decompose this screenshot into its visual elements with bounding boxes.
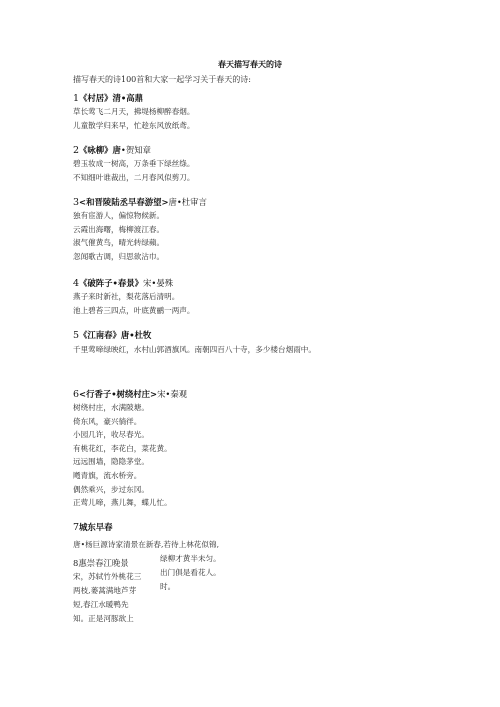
poem-line: 千里莺啼绿映红，水村山郭酒旗风。南朝四百八十寺，多少楼台烟雨中。 [73, 345, 316, 354]
poem-title: 2《咏柳》唐•贺知章 [73, 145, 151, 156]
poem-line: 绿柳才黄半未匀。 [160, 554, 221, 563]
poem-title: 5《江南春》唐•杜牧 [73, 330, 152, 341]
poem-title: 8惠崇春江晚景 [73, 558, 129, 568]
document-title: 春天描写春天的诗 [218, 59, 282, 69]
poem-line: 独有宦游人，偏惊物候新。 [73, 211, 165, 220]
poem-line: 出门俱是看花人。 [160, 568, 221, 577]
poem-7-column [160, 552, 221, 594]
poem-line: 儿童散学归来早，忙趁东风放纸鸢。 [73, 120, 195, 130]
poem-line: 燕子来时新社，梨花落后清明。 [73, 292, 180, 301]
poem-line: 忽闻歌古调，归思欲沾巾。 [73, 251, 165, 261]
poem-line: 飏青旗，流水桥旁。 [73, 470, 142, 480]
poem-7 [73, 521, 113, 534]
poem-line: 正莺儿啼，燕儿舞，蝶儿忙。 [73, 498, 172, 508]
poem-7-intro: 唐•杨巨源诗家清景在新春,若待上林花似锦, [73, 540, 219, 549]
poem-4 [73, 277, 195, 317]
poem-line: 两枝,蒌蒿满地芦芽 [73, 586, 137, 595]
poem-line: 池上碧苔三四点，叶底黄鹂一两声。 [73, 305, 195, 315]
poem-8-column [73, 556, 141, 626]
poem-line: 倚东风，豪兴徜徉。 [73, 416, 142, 426]
poem-line: 淑气催黄鸟，晴光转绿蘋。 [73, 238, 165, 248]
poem-line: 不知细叶谁裁出，二月春风似剪刀。 [73, 172, 195, 182]
poem-line: 有桃花红，李花白，菜花黄。 [73, 443, 172, 453]
poem-title: 3<和晋陵陆丞早春游望>唐•杜审言 [73, 197, 207, 208]
poem-1 [73, 92, 195, 132]
poem-line: 远远围墙，隐隐茅堂。 [73, 457, 149, 467]
poem-line: 宋，苏轼竹外桃花三 [73, 572, 142, 581]
poem-6 [73, 388, 187, 510]
poem-title: 7城东早春 [73, 522, 113, 533]
poem-title: 1《村居》清•高鼎 [73, 93, 144, 104]
poem-line: 偶然乘兴，步过东冈。 [73, 484, 149, 494]
poem-line: 短,春江水暖鸭先 [73, 600, 129, 609]
poem-title: 6<行香子•树绕村庄>宋•秦观 [73, 389, 188, 400]
poem-2 [73, 144, 195, 184]
poem-line: 草长莺飞二月天，拂堤杨柳醉春烟。 [73, 107, 195, 116]
poem-line: 时。 [160, 582, 176, 591]
poem-3 [73, 196, 207, 263]
poem-line: 小园几许，收尽春光。 [73, 430, 149, 440]
poem-line: 知。正是河豚欲上 [73, 614, 134, 623]
document-intro: 描写春天的诗100首和大家一起学习关于春天的诗: [73, 75, 251, 84]
poem-line: 碧玉妆成一树高，万条垂下绿丝绦。 [73, 159, 195, 168]
poem-line: 云霞出海曙，梅柳渡江春。 [73, 224, 165, 234]
poem-title: 4《破阵子•春景》宋•晏殊 [73, 278, 174, 289]
poem-line: 树绕村庄，水满陂塘。 [73, 403, 149, 412]
poem-5 [73, 329, 373, 358]
